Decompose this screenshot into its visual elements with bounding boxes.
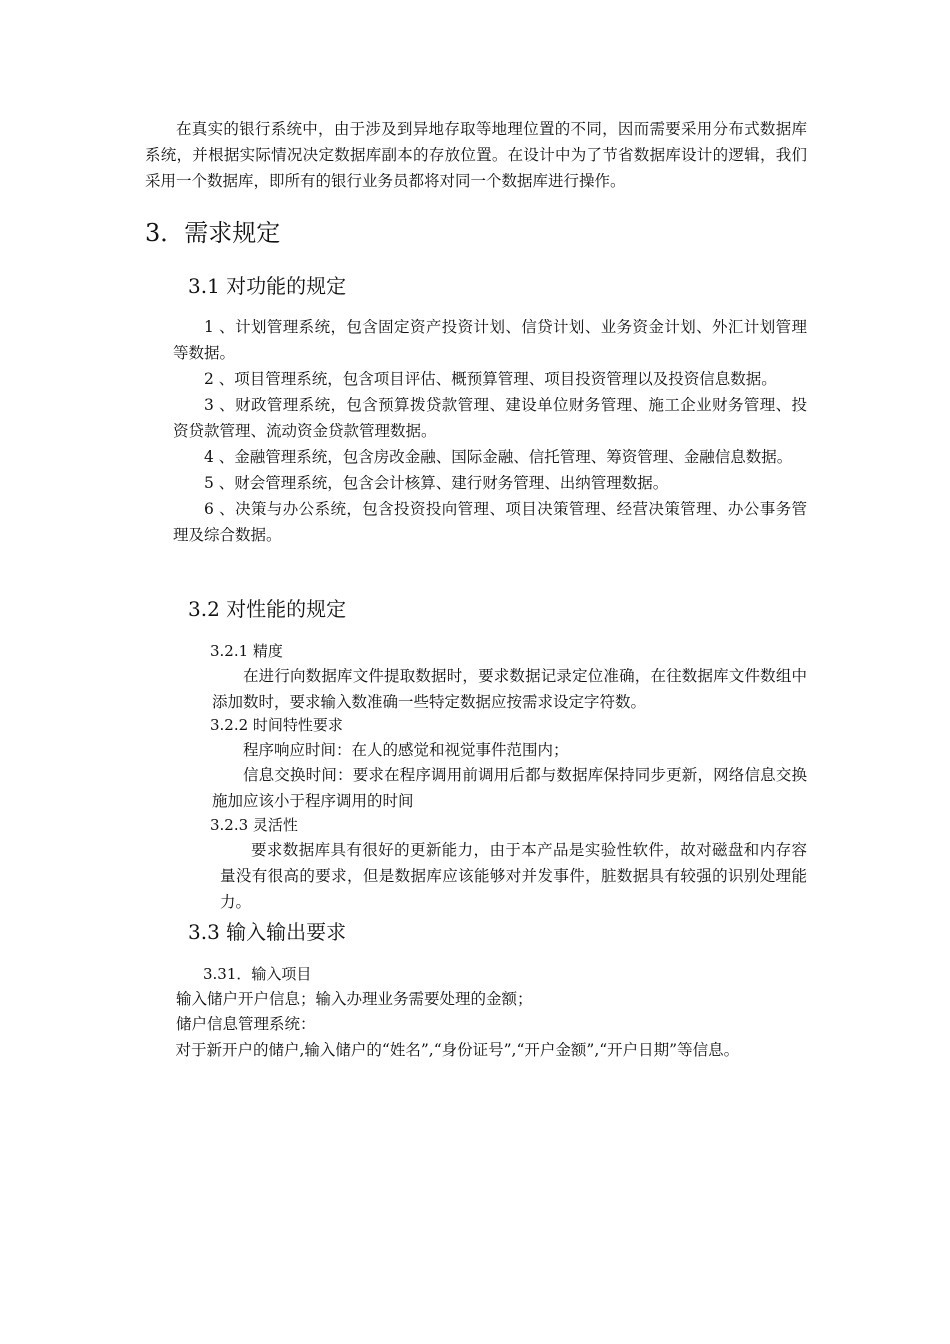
- exchange-time-paragraph: 信息交换时间：要求在程序调用前调用后都与数据库保持同步更新，网络信息交换施加应该小于程序调用的时间: [212, 766, 807, 810]
- list-item: 6 、决策与办公系统，包含投资投向管理、项目决策管理、经营决策管理、办公事务管理及综合数据。: [173, 500, 807, 544]
- response-time-line: 程序响应时间：在人的感觉和视觉事件范围内；: [243, 741, 569, 759]
- function-list: [173, 314, 807, 548]
- section-3-3-heading: 3.3 输入输出要求: [188, 920, 347, 944]
- section-3-2-heading: 3.2 对性能的规定: [188, 597, 347, 621]
- section-3-2-3-heading: 3.2.3 灵活性: [210, 816, 298, 834]
- customer-system-line: 储户信息管理系统：: [176, 1015, 316, 1033]
- list-item: 4 、金融管理系统，包含房改金融、国际金融、信托管理、筹资管理、金融信息数据。: [204, 448, 793, 466]
- section-3-1-heading: 3.1 对功能的规定: [188, 274, 347, 298]
- section-3-3-1-heading: 3.31．输入项目: [203, 965, 312, 983]
- section-3-heading: 3．需求规定: [145, 219, 281, 247]
- list-item: 1 、计划管理系统，包含固定资产投资计划、信贷计划、业务资金计划、外汇计划管理等数据。: [173, 318, 807, 362]
- section-3-2-1-heading: 3.2.1 精度: [210, 642, 283, 660]
- input-items-line: 输入储户开户信息；输入办理业务需要处理的金额；: [176, 990, 533, 1008]
- list-item: 3 、财政管理系统，包含预算拨贷款管理、建设单位财务管理、施工企业财务管理、投资贷款管理、流动资金贷款管理数据。: [173, 396, 807, 440]
- new-account-paragraph: 对于新开户的储户,输入储户的“姓名”,“身份证号”,“开户金额”,“开户日期”等信息。: [175, 1041, 740, 1059]
- precision-paragraph: 在进行向数据库文件提取数据时，要求数据记录定位准确，在往数据库文件数组中添加数时，要求输入数准确一些特定数据应按需求设定字符数。: [212, 667, 807, 711]
- flexibility-paragraph: 要求数据库具有很好的更新能力，由于本产品是实验性软件，故对磁盘和内存容量没有很高的要求，但是数据库应该能够对并发事件，脏数据具有较强的识别处理能力。: [220, 841, 807, 911]
- section-3-2-2-heading: 3.2.2 时间特性要求: [210, 716, 343, 734]
- list-item: 5 、财会管理系统，包含会计核算、建行财务管理、出纳管理数据。: [204, 474, 669, 492]
- list-item: 2 、项目管理系统，包含项目评估、概预算管理、项目投资管理以及投资信息数据。: [204, 370, 777, 388]
- intro-paragraph: 在真实的银行系统中，由于涉及到异地存取等地理位置的不同，因而需要采用分布式数据库系统，并根据实际情况决定数据库副本的存放位置。在设计中为了节省数据库设计的逻辑，我们采用一个数据库，即所有的银行业务员都将对同一个数据库进行操作。: [145, 120, 807, 190]
